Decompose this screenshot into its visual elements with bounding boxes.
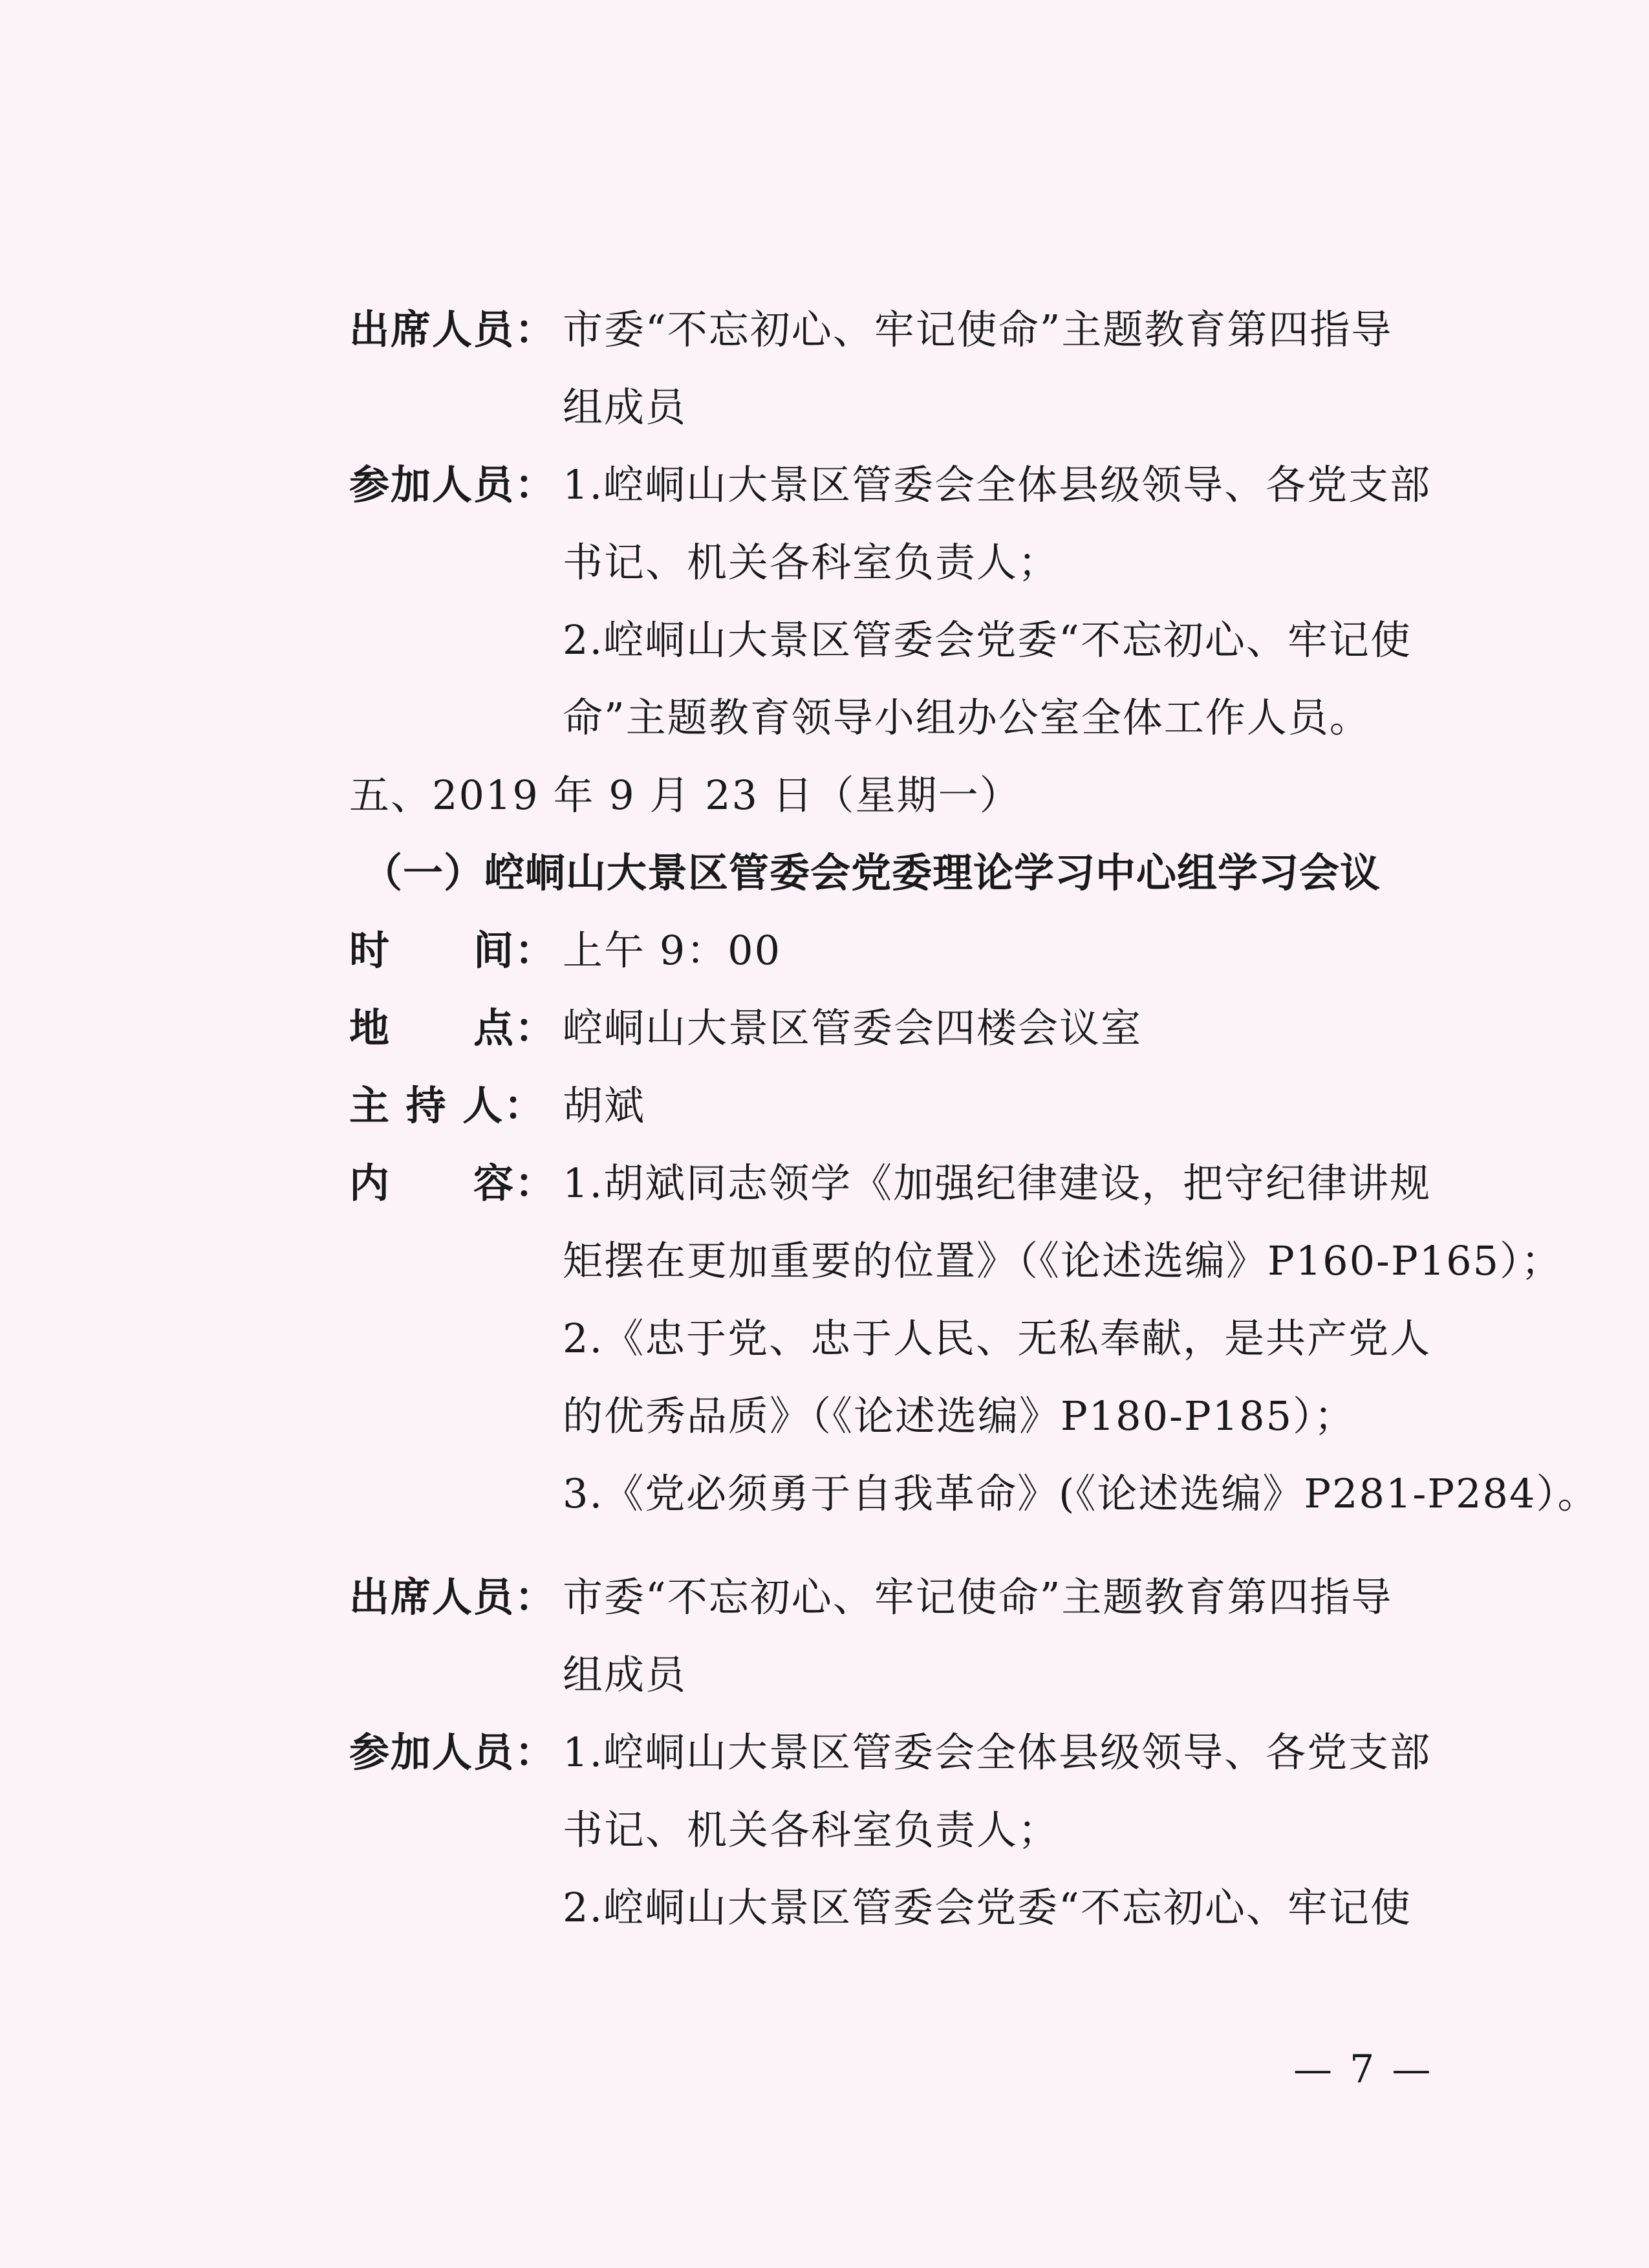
participants-item-2-b: 2.崆峒山大景区管委会党委“不忘初心、牢记使 [563, 1884, 1412, 1931]
participants-text: 1.崆峒山大景区管委会全体县级领导、各党支部 [563, 461, 1432, 508]
participants-continuation-2: 书记、机关各科室负责人； [563, 1806, 1060, 1853]
host-value: 胡斌 [563, 1082, 646, 1129]
attendees-row-2 [349, 1559, 1392, 1636]
content-line-5: 3.《党必须勇于自我革命》(《论述选编》P281-P284）。 [563, 1470, 1599, 1517]
content-text: 1.胡斌同志领学《加强纪律建设，把守纪律讲规 [563, 1160, 1432, 1207]
place-value: 崆峒山大景区管委会四楼会议室 [563, 1004, 1143, 1052]
meeting-title: （一）崆峒山大景区管委会党委理论学习中心组学习会议 [362, 849, 1381, 896]
attendees-text: 市委“不忘初心、牢记使命”主题教育第四指导 [563, 306, 1393, 353]
attendees-label-2: 出席人员： [349, 1573, 557, 1621]
attendees-continuation: 组成员 [563, 383, 687, 431]
attendees-row-1 [349, 291, 1392, 369]
participants-label: 参加人员： [349, 461, 557, 508]
time-value: 上午 9：00 [563, 927, 782, 974]
place-label: 地 点： [349, 1004, 557, 1052]
content-row-1 [349, 1145, 1431, 1222]
time-row [349, 912, 781, 989]
attendees-continuation-2: 组成员 [563, 1651, 687, 1698]
participants-text-2: 1.崆峒山大景区管委会全体县级领导、各党支部 [563, 1729, 1432, 1776]
page-number: — 7 — [1293, 2047, 1434, 2092]
content-label: 内 容： [349, 1160, 557, 1207]
participants-label-2: 参加人员： [349, 1729, 557, 1776]
attendees-label: 出席人员： [349, 306, 557, 353]
time-label: 时 间： [349, 927, 557, 974]
content-line-2: 矩摆在更加重要的位置》（《论述选编》P160-P165）； [563, 1237, 1563, 1284]
content-line-3: 2.《忠于党、忠于人民、无私奉献，是共产党人 [563, 1315, 1432, 1362]
participants-item-2-continuation: 命”主题教育领导小组办公室全体工作人员。 [563, 694, 1371, 741]
participants-row-2 [349, 1714, 1431, 1791]
place-row [349, 989, 1142, 1067]
participants-item-2: 2.崆峒山大景区管委会党委“不忘初心、牢记使 [563, 616, 1412, 664]
content-line-4: 的优秀品质》（《论述选编》P180-P185）； [563, 1392, 1356, 1440]
attendees-text-2: 市委“不忘初心、牢记使命”主题教育第四指导 [563, 1573, 1393, 1621]
date-heading: 五、2019 年 9 月 23 日（星期一） [349, 772, 1021, 819]
participants-continuation: 书记、机关各科室负责人； [563, 539, 1060, 586]
participants-row-1 [349, 446, 1431, 524]
host-label: 主 持 人： [349, 1082, 546, 1129]
host-row [349, 1067, 645, 1145]
